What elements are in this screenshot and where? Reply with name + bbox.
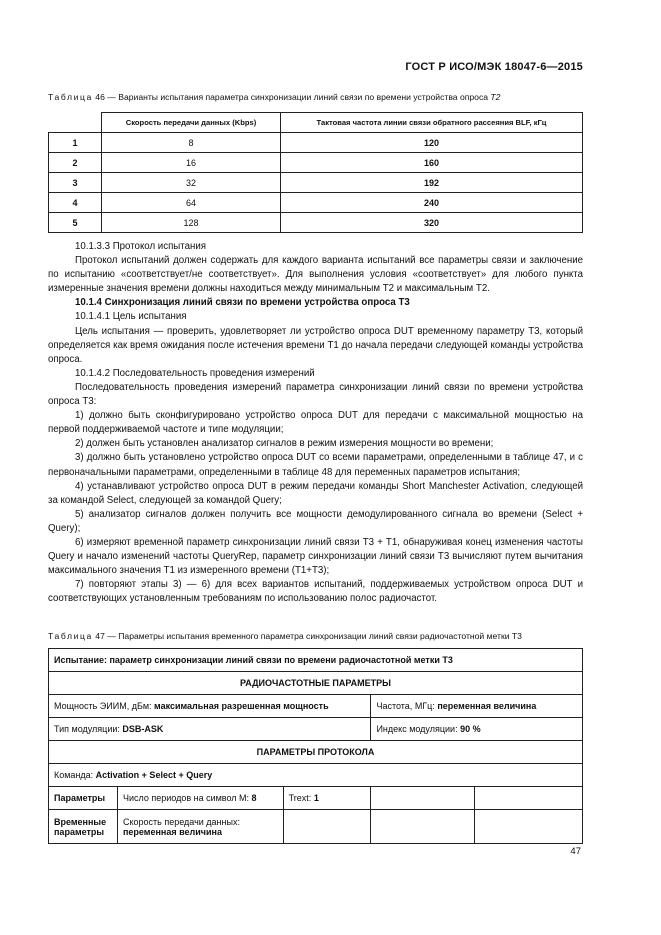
rate-cell: 32 bbox=[102, 173, 281, 193]
column-header-rate: Скорость передачи данных (Kbps) bbox=[102, 113, 281, 133]
table-header-row bbox=[49, 113, 583, 133]
caption-word: Таблица bbox=[48, 631, 93, 641]
column-header-blf: Тактовая частота линии связи обратного рассеяния BLF, кГц bbox=[281, 113, 583, 133]
row-number: 1 bbox=[49, 133, 102, 153]
list-item: 4) устанавливают устройство опроса DUT в режим передачи команды Short Manchester Activation, следующей за командой Select, следующей за командой Query; bbox=[48, 480, 583, 506]
table-row bbox=[49, 213, 583, 233]
modulation-value: DSB-ASK bbox=[122, 724, 164, 734]
trext-label: Trext: bbox=[288, 793, 314, 803]
caption-text: — Варианты испытания параметра синхронизации линий связи по времени устройства опроса bbox=[107, 92, 491, 102]
table-46 bbox=[48, 112, 583, 233]
symbols-cell bbox=[117, 787, 283, 810]
rate-cell: 64 bbox=[102, 193, 281, 213]
paragraph: Цель испытания — проверить, удовлетворяет ли устройство опроса DUT временному параметру T3, который определяется как время ожидания после истечения времени T1 до начала передачи следующей команды устройства опроса. bbox=[48, 325, 583, 365]
rate-cell bbox=[117, 810, 283, 844]
trext-value: 1 bbox=[313, 793, 319, 803]
command-value: Activation + Select + Query bbox=[95, 770, 213, 780]
modulation-index-label: Индекс модуляции: bbox=[376, 724, 461, 734]
empty-cell bbox=[371, 810, 475, 844]
rate-cell: 16 bbox=[102, 153, 281, 173]
rate-cell: 128 bbox=[102, 213, 281, 233]
symbols-value: 8 bbox=[251, 793, 257, 803]
modulation-index-value: 90 % bbox=[460, 724, 481, 734]
modulation-index-cell bbox=[371, 718, 583, 741]
command-cell bbox=[49, 764, 583, 787]
modulation-cell bbox=[49, 718, 371, 741]
caption-italic: T2 bbox=[490, 92, 501, 102]
empty-cell bbox=[371, 787, 475, 810]
parameters-label: Параметры bbox=[49, 787, 118, 810]
power-label: Мощность ЭИИМ, дБм: bbox=[54, 701, 155, 711]
table-46-caption bbox=[48, 92, 500, 102]
caption-text: — Параметры испытания временного параметра синхронизации линий связи радиочастотной метки T3 bbox=[107, 631, 522, 641]
caption-word: Таблица bbox=[48, 92, 93, 102]
protocol-parameters-header: ПАРАМЕТРЫ ПРОТОКОЛА bbox=[49, 741, 583, 764]
section-heading: 10.1.4 Синхронизация линий связи по времени устройства опроса T3 bbox=[75, 297, 410, 309]
modulation-label: Тип модуляции: bbox=[54, 724, 123, 734]
time-parameters-label: Временные параметры bbox=[49, 810, 118, 844]
list-item: 6) измеряют временной параметр синхронизации линий связи T3 + T1, обнаруживая конец изменения частоты Query и начало изменений частоты QueryRep, параметр синхронизации линий связи T3 вычисляют путем вычитания максимального значения T1 из измеренного времени (T1+T3); bbox=[48, 536, 583, 577]
table-47-caption bbox=[48, 631, 522, 641]
list-item: 7) повторяют этапы 3) — 6) для всех вариантов испытаний, поддерживаемых устройством опроса DUT и соответствующих установленным требованиям по использованию полос радиочастот. bbox=[48, 579, 583, 605]
frequency-value: переменная величина bbox=[437, 701, 537, 711]
blf-cell: 192 bbox=[281, 173, 583, 193]
list-item: 1) должно быть сконфигурировано устройство опроса DUT для передачи с максимальной мощностью на первой поддерживаемой частоте и типе модуляции; bbox=[48, 410, 583, 436]
power-cell bbox=[49, 695, 371, 718]
paragraph: Последовательность проведения измерений параметра синхронизации линий связи по времени устройства опроса T3: bbox=[48, 381, 583, 408]
symbols-label: Число периодов на символ М: bbox=[122, 793, 252, 803]
rate-label: Скорость передачи данных: bbox=[122, 816, 240, 827]
blank-header-cell bbox=[49, 113, 102, 133]
table-47 bbox=[48, 648, 583, 844]
list-item: 2) должен быть установлен анализатор сигналов в режим измерения мощности во времени; bbox=[75, 438, 494, 450]
table-row bbox=[49, 193, 583, 213]
standard-header: ГОСТ Р ИСО/МЭК 18047-6—2015 bbox=[405, 61, 583, 73]
section-heading: 10.1.3.3 Протокол испытания bbox=[75, 241, 206, 252]
row-number: 5 bbox=[49, 213, 102, 233]
blf-cell: 240 bbox=[281, 193, 583, 213]
command-label: Команда: bbox=[54, 770, 96, 780]
section-heading: 10.1.4.2 Последовательность проведения измерений bbox=[75, 367, 315, 379]
caption-number: 46 bbox=[95, 92, 105, 102]
test-title: Испытание: параметр синхронизации линий связи по времени радиочастотной метки T3 bbox=[49, 649, 583, 672]
empty-cell bbox=[475, 787, 583, 810]
list-item: 5) анализатор сигналов должен получить все мощности демодулированного сигнала во времени (Select + Query); bbox=[48, 508, 583, 534]
table-row bbox=[49, 153, 583, 173]
row-number: 3 bbox=[49, 173, 102, 193]
empty-cell bbox=[283, 810, 371, 844]
body-text bbox=[48, 240, 583, 606]
rate-cell: 8 bbox=[102, 133, 281, 153]
rf-parameters-header: РАДИОЧАСТОТНЫЕ ПАРАМЕТРЫ bbox=[49, 672, 583, 695]
table-row bbox=[49, 133, 583, 153]
list-item: 3) должно быть установлено устройство опроса DUT со всеми параметрами, определенными в таблице 47, и с первоначальными параметрами, определенными в таблице 48 для переменных параметров испытания; bbox=[48, 452, 583, 478]
frequency-label: Частота, МГц: bbox=[376, 701, 438, 711]
row-number: 4 bbox=[49, 193, 102, 213]
row-number: 2 bbox=[49, 153, 102, 173]
blf-cell: 120 bbox=[281, 133, 583, 153]
blf-cell: 320 bbox=[281, 213, 583, 233]
empty-cell bbox=[475, 810, 583, 844]
paragraph: Протокол испытаний должен содержать для каждого варианта испытаний все параметры связи и заключение по испытанию «соответствует/не соответствует». Для выполнения условия «соответствует» для любого пункта измеренные значения времени должны находиться между минимальным T2 и максимальным T2. bbox=[48, 255, 583, 295]
caption-number: 47 bbox=[95, 631, 105, 641]
table-row bbox=[49, 173, 583, 193]
trext-cell bbox=[283, 787, 371, 810]
power-value: максимальная разрешенная мощность bbox=[154, 701, 329, 711]
blf-cell: 160 bbox=[281, 153, 583, 173]
frequency-cell bbox=[371, 695, 583, 718]
rate-value: переменная величина bbox=[122, 826, 222, 837]
section-heading: 10.1.4.1 Цель испытания bbox=[75, 311, 187, 323]
page-number: 47 bbox=[570, 846, 581, 857]
